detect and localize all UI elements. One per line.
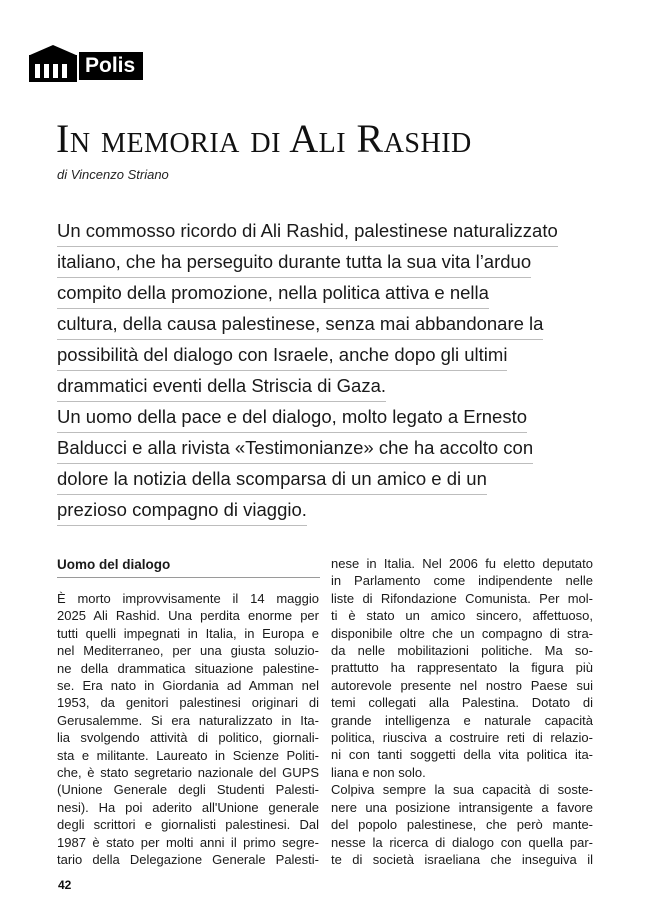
- body-line: sta e militante. Laureato in Scienze Politi-: [57, 747, 319, 763]
- body-line: (Unione Generale degli Studenti Palesti-: [57, 782, 319, 798]
- section-header: [27, 44, 143, 82]
- body-line: nel Mediterraneo, per una giusta soluzio-: [57, 643, 319, 659]
- body-column-right: [331, 555, 593, 868]
- body-line: nesi). Ha poi aderito all'Unione generale: [57, 799, 319, 815]
- lead-line: dolore la notizia della scomparsa di un amico e di un: [57, 464, 487, 495]
- body-line: del popolo palestinese, che però mante-: [331, 817, 593, 833]
- body-column-left: [57, 555, 319, 869]
- body-line: nere una posizione intransigente a favore: [331, 799, 593, 815]
- lead-line: Un commosso ricordo di Ali Rashid, palestinese naturalizzato: [57, 216, 558, 247]
- body-line: tutti quelli impegnati in Italia, in Europa e: [57, 625, 319, 641]
- body-line: È morto improvvisamente il 14 maggio: [57, 591, 319, 606]
- lead-line: Un uomo della pace e del dialogo, molto legato a Ernesto: [57, 402, 527, 433]
- body-line: Colpiva sempre la sua capacità di soste-: [331, 782, 593, 798]
- body-line: grande intelligenza e naturale capacità: [331, 712, 593, 728]
- body-line: se. Era nato in Giordania ad Amman nel: [57, 678, 319, 694]
- body-line: che, è stato segretario nazionale del GUPS: [57, 765, 319, 781]
- body-line: temi collegati alla Palestina. Dotato di: [331, 695, 593, 711]
- body-line: ti è stato un amico sincero, affettuoso,: [331, 608, 593, 624]
- body-line: degli scrittori e giornalisti palestinesi. Dal: [57, 817, 319, 833]
- body-line: lia svolgendo attività di politico, giornali-: [57, 730, 319, 746]
- section-label: Polis: [79, 52, 143, 80]
- body-line: Gerusalemme. Si era naturalizzato in Ita-: [57, 712, 319, 728]
- article-lead: [57, 216, 577, 526]
- body-line: tario della Delegazione Generale Palesti-: [57, 852, 319, 868]
- page-number: 42: [58, 878, 72, 892]
- lead-line: italiano, che ha perseguito durante tutta la sua vita l’arduo: [57, 247, 531, 278]
- body-line: da nelle mobilitazioni politiche. Ma so-: [331, 643, 593, 659]
- body-line: prattutto ha rappresentato la figura più: [331, 660, 593, 676]
- body-line: ni con tanti soggetti della vita politica ita-: [331, 747, 593, 763]
- body-line: autorevole presente nel nostro Paese sui: [331, 677, 593, 693]
- body-line: 1953, da genitori palestinesi originari di: [57, 695, 319, 711]
- article-byline: di Vincenzo Striano: [57, 167, 169, 182]
- article-title: In memoria di Ali Rashid: [56, 116, 472, 161]
- building-icon: [27, 44, 79, 82]
- body-line: ne della drammatica situazione palestine-: [57, 660, 319, 676]
- lead-line: compito della promozione, nella politica attiva e nella: [57, 278, 489, 309]
- lead-line: possibilità del dialogo con Israele, anche dopo gli ultimi: [57, 340, 507, 371]
- lead-line: drammatici eventi della Striscia di Gaza.: [57, 371, 386, 402]
- body-line: in Parlamento come indipendente nelle: [331, 573, 593, 589]
- body-line: nesse la ricerca di dialogo con quella par-: [331, 834, 593, 850]
- body-line: politica, riusciva a costruire reti di relazio-: [331, 730, 593, 746]
- body-line: 2025 Ali Rashid. Una perdita enorme per: [57, 608, 319, 624]
- body-line: liana e non solo.: [331, 764, 426, 780]
- section-subheading: Uomo del dialogo: [57, 555, 320, 578]
- body-line: 1987 è stato per molti anni il primo segre-: [57, 834, 319, 850]
- body-line: te di società israeliana che inseguiva il: [331, 851, 593, 867]
- lead-line: cultura, della causa palestinese, senza mai abbandonare la: [57, 309, 543, 340]
- lead-line: prezioso compagno di viaggio.: [57, 495, 307, 526]
- body-line: liste di Rifondazione Comunista. Per mol-: [331, 590, 593, 606]
- body-line: nese in Italia. Nel 2006 fu eletto deputato: [331, 556, 593, 571]
- lead-line: Balducci e alla rivista «Testimonianze» che ha accolto con: [57, 433, 533, 464]
- body-line: disponibile oltre che un compagno di stra-: [331, 625, 593, 641]
